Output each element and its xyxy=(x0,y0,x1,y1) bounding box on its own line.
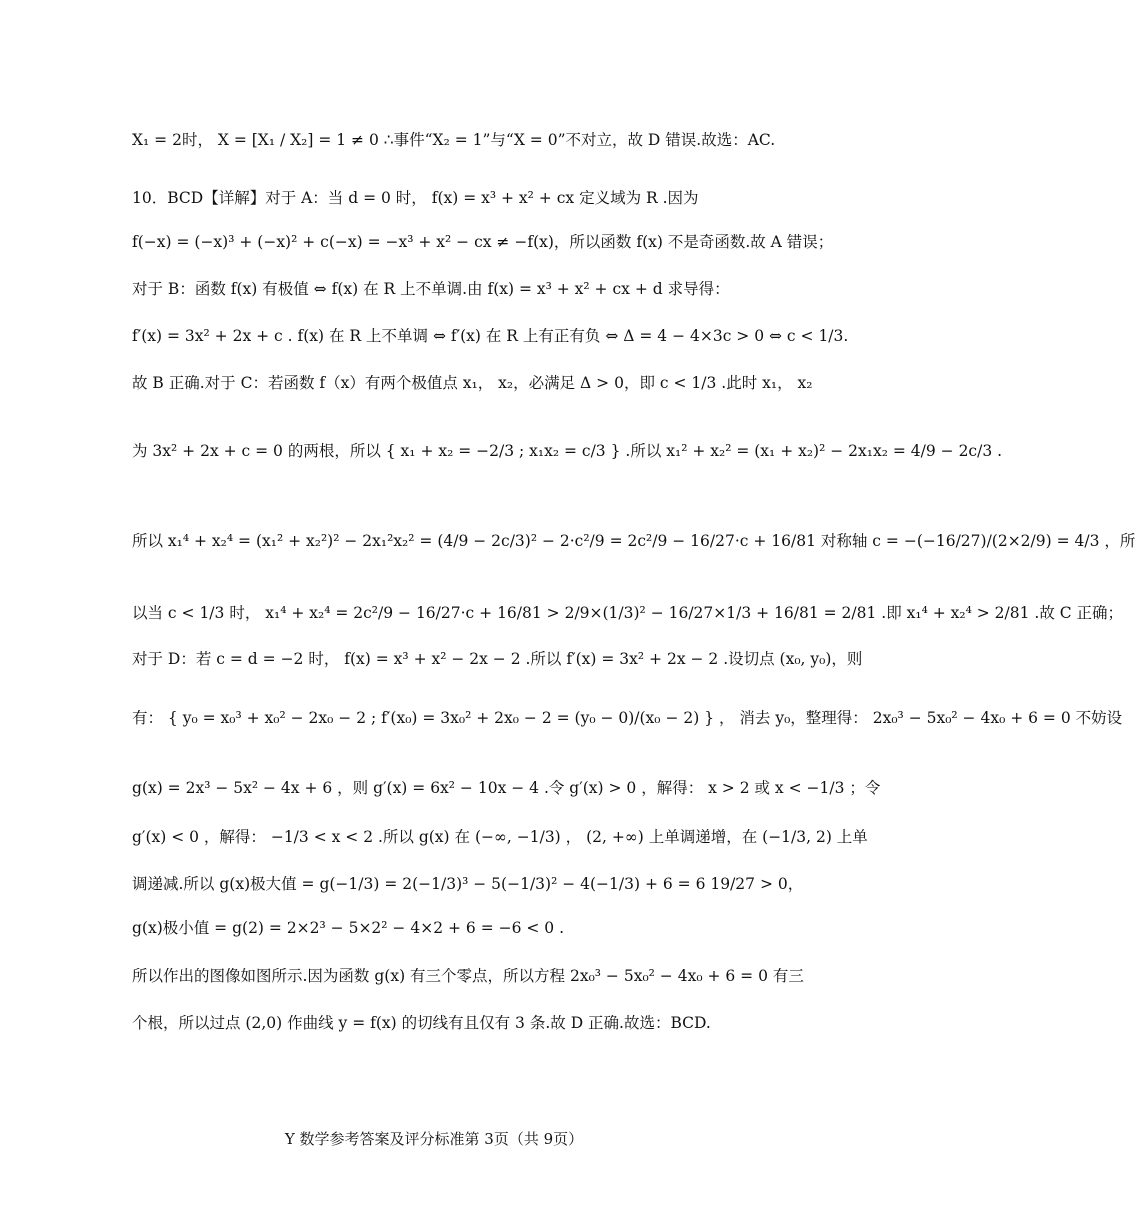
solution-line: 所以 x₁⁴ + x₂⁴ = (x₁² + x₂²)² − 2x₁²x₂² = (4/9 − 2c/3)² − 2·c²/9 = 2c²/9 − 16/27·c + 16/81 对称轴 c = −(−16/27)/(2×2/9) = 4/3 ，所 xyxy=(132,532,1135,550)
solution-line: f′(x) = 3x² + 2x + c . f(x) 在 R 上不单调 ⇔ f′(x) 在 R 上有正有负 ⇔ Δ = 4 − 4×3c > 0 ⇔ c < 1/3. xyxy=(132,327,849,345)
solution-line: 10．BCD【详解】对于 A：当 d = 0 时， f(x) = x³ + x² + cx 定义域为 R .因为 xyxy=(132,189,699,207)
solution-line: f(−x) = (−x)³ + (−x)² + c(−x) = −x³ + x² − cx ≠ −f(x)，所以函数 f(x) 不是奇函数.故 A 错误； xyxy=(132,233,834,251)
page-footer: Y 数学参考答案及评分标准第 3页（共 9页） xyxy=(284,1130,584,1148)
solution-line: g(x)极小值 = g(2) = 2×2³ − 5×2² − 4×2 + 6 = −6 < 0 . xyxy=(132,919,565,937)
solution-line: 所以作出的图像如图所示.因为函数 g(x) 有三个零点，所以方程 2x₀³ − 5x₀² − 4x₀ + 6 = 0 有三 xyxy=(132,967,804,985)
solution-line: 对于 D：若 c = d = −2 时， f(x) = x³ + x² − 2x − 2 .所以 f′(x) = 3x² + 2x − 2 .设切点 (x₀, y₀)，则 xyxy=(132,650,863,668)
solution-line: 有： { y₀ = x₀³ + x₀² − 2x₀ − 2 ; f′(x₀) = 3x₀² + 2x₀ − 2 = (y₀ − 0)/(x₀ − 2) } ， 消去 y₀，整理得： 2x₀³ − 5x₀² − 4x₀ + 6 = 0 不妨设 xyxy=(132,709,1123,727)
solution-line: 调递减.所以 g(x)极大值 = g(−1/3) = 2(−1/3)³ − 5(−1/3)² − 4(−1/3) + 6 = 6 19/27 > 0， xyxy=(132,875,804,893)
solution-line: 故 B 正确.对于 C：若函数 f（x）有两个极值点 x₁， x₂，必满足 Δ > 0，即 c < 1/3 .此时 x₁， x₂ xyxy=(132,374,813,392)
solution-line: X₁ = 2时， X = [X₁ / X₂] = 1 ≠ 0 ∴事件“X₂ = 1”与“X = 0”不对立，故 D 错误.故选：AC. xyxy=(132,131,776,149)
solution-line: 为 3x² + 2x + c = 0 的两根，所以 { x₁ + x₂ = −2/3 ; x₁x₂ = c/3 } .所以 x₁² + x₂² = (x₁ + x₂)² − 2x₁x₂ = 4/9 − 2c/3 . xyxy=(132,442,1003,460)
solution-line: 以当 c < 1/3 时， x₁⁴ + x₂⁴ = 2c²/9 − 16/27·c + 16/81 > 2/9×(1/3)² − 16/27×1/3 + 16/81 = 2/81 .即 x₁⁴ + x₂⁴ > 2/81 .故 C 正确； xyxy=(132,604,1124,622)
solution-line: g(x) = 2x³ − 5x² − 4x + 6 ，则 g′(x) = 6x² − 10x − 4 .令 g′(x) > 0 ，解得： x > 2 或 x < −1/3 ；令 xyxy=(132,779,881,797)
solution-line: g′(x) < 0 ，解得： −1/3 < x < 2 .所以 g(x) 在 (−∞, −1/3) ， (2, +∞) 上单调递增，在 (−1/3, 2) 上单 xyxy=(132,828,868,846)
solution-line: 个根，所以过点 (2,0) 作曲线 y = f(x) 的切线有且仅有 3 条.故 D 正确.故选：BCD. xyxy=(132,1014,711,1032)
solution-line: 对于 B：函数 f(x) 有极值 ⇔ f(x) 在 R 上不单调.由 f(x) = x³ + x² + cx + d 求导得： xyxy=(132,280,730,298)
